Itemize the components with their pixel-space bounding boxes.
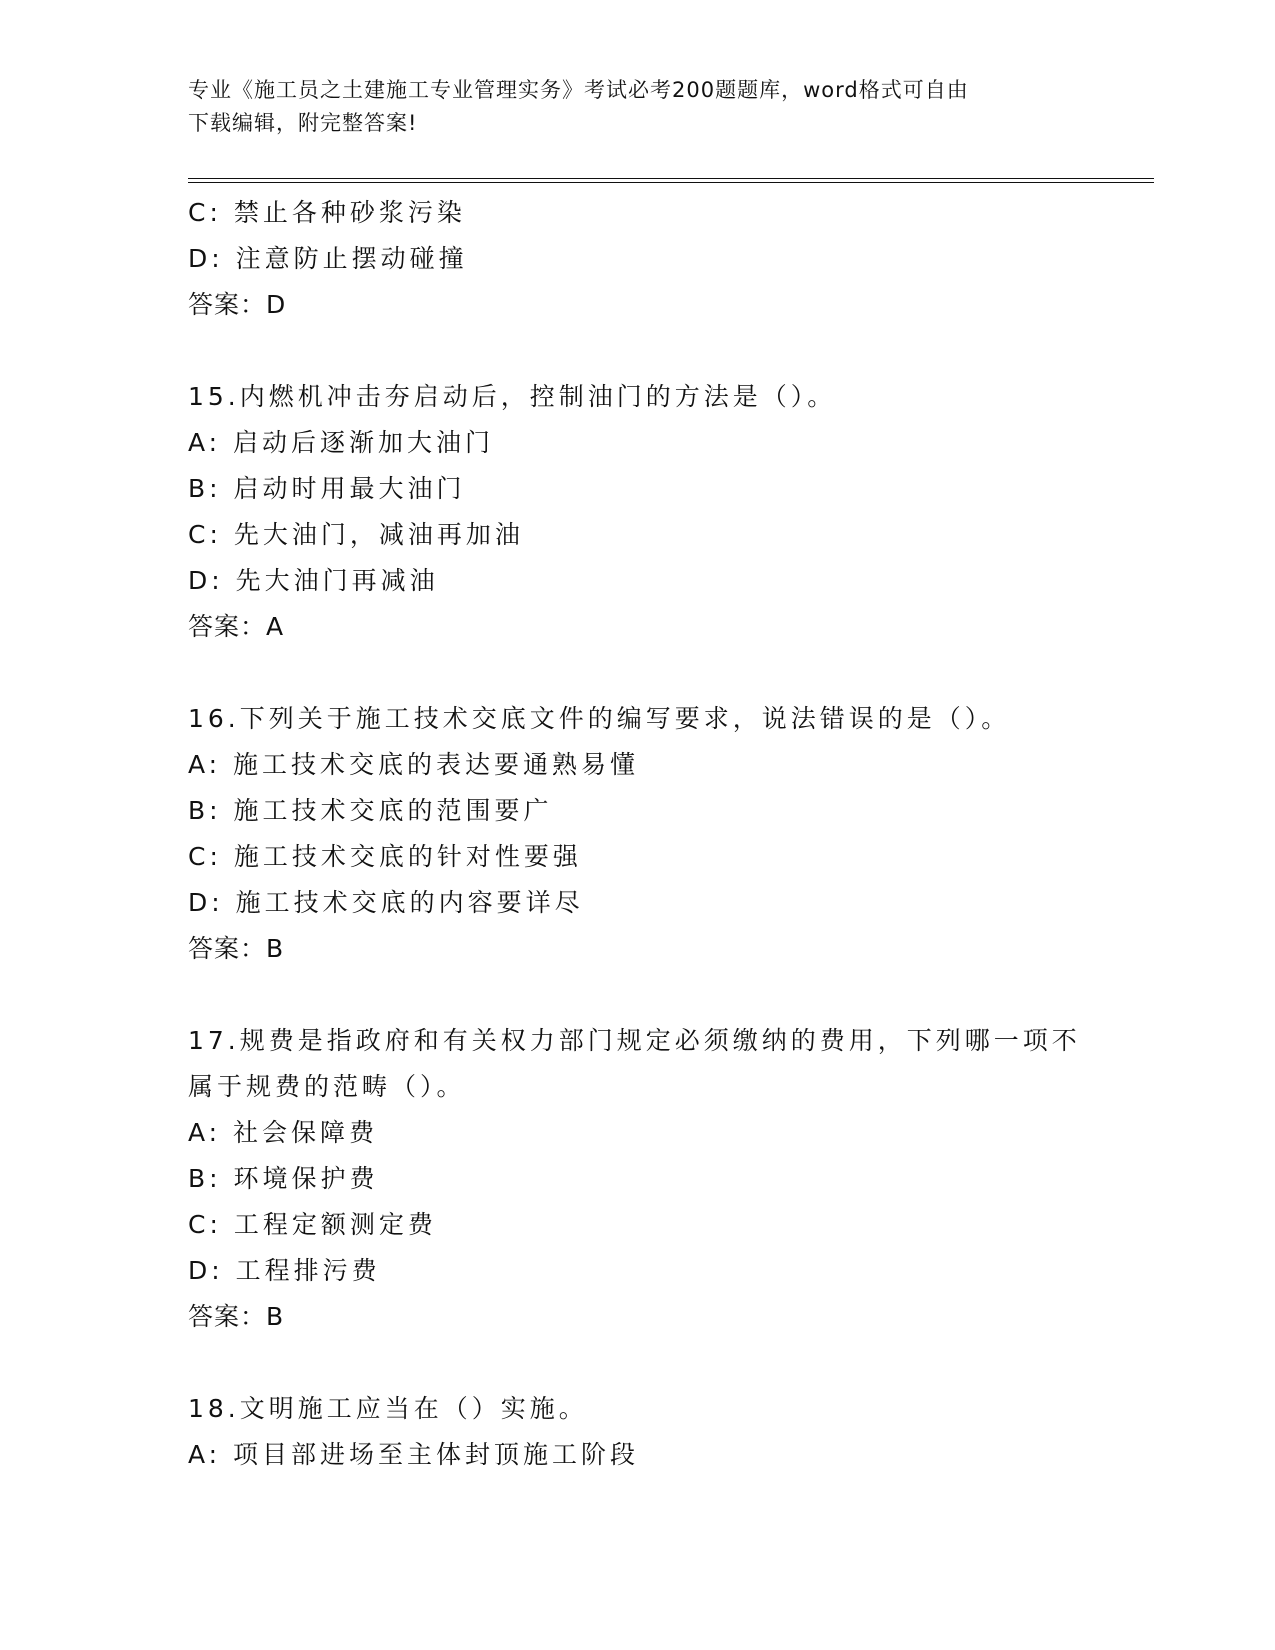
spacer: [188, 972, 1128, 1018]
answer-line: 答案：B: [188, 934, 285, 963]
answer-line: 答案：A: [188, 612, 285, 641]
question-text: 16.下列关于施工技术交底文件的编写要求，说法错误的是（）。: [188, 704, 1011, 733]
option-d: D: 注意防止摆动碰撞: [188, 244, 468, 273]
header-line-1: 专业《施工员之土建施工专业管理实务》考试必考200题题库，word格式可自由: [188, 78, 969, 102]
option-b: B: 施工技术交底的范围要广: [188, 796, 553, 825]
header-line-2: 下载编辑，附完整答案!: [188, 111, 418, 135]
question-block-16: [188, 696, 1128, 972]
question-text: 15.内燃机冲击夯启动后，控制油门的方法是（）。: [188, 382, 837, 411]
option-b: B: 启动时用最大油门: [188, 474, 466, 503]
answer-line: 答案：D: [188, 290, 287, 319]
question-block-14-continued: [188, 190, 1128, 328]
option-a: A: 社会保障费: [188, 1118, 379, 1147]
option-d: D: 工程排污费: [188, 1256, 381, 1285]
option-d: D: 先大油门再减油: [188, 566, 439, 595]
header-rule-bottom: [188, 182, 1154, 183]
spacer: [188, 328, 1128, 374]
option-a: A: 项目部进场至主体封顶施工阶段: [188, 1440, 640, 1469]
document-header: [188, 74, 1088, 140]
spacer: [188, 1340, 1128, 1386]
question-block-15: [188, 374, 1128, 650]
answer-line: 答案：B: [188, 1302, 285, 1331]
question-text: 18.文明施工应当在（）实施。: [188, 1394, 588, 1423]
question-block-18: [188, 1386, 1128, 1478]
option-c: C: 先大油门，减油再加油: [188, 520, 524, 549]
question-block-17: [188, 1018, 1128, 1340]
option-a: A: 启动后逐渐加大油门: [188, 428, 495, 457]
option-d: D: 施工技术交底的内容要详尽: [188, 888, 584, 917]
question-text: 17.规费是指政府和有关权力部门规定必须缴纳的费用，下列哪一项不: [188, 1026, 1081, 1055]
option-c: C: 施工技术交底的针对性要强: [188, 842, 582, 871]
option-a: A: 施工技术交底的表达要通熟易懂: [188, 750, 640, 779]
option-c: C: 工程定额测定费: [188, 1210, 437, 1239]
header-rule-top: [188, 178, 1154, 179]
question-list: [188, 190, 1128, 1478]
option-c: C: 禁止各种砂浆污染: [188, 198, 466, 227]
question-text-continued: 属于规费的范畴（）。: [188, 1072, 466, 1101]
spacer: [188, 650, 1128, 696]
option-b: B: 环境保护费: [188, 1164, 379, 1193]
